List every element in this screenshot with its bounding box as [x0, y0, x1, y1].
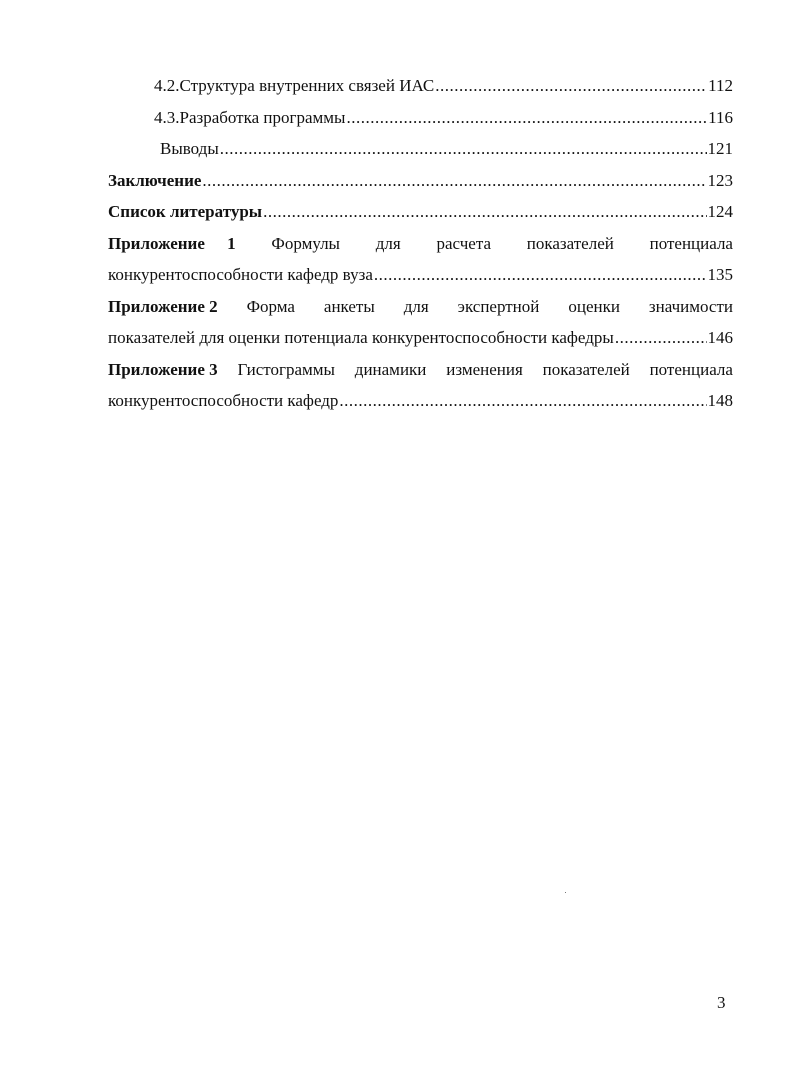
- toc-entry-first-line: [108, 291, 733, 323]
- toc-entry-page: 123: [707, 170, 733, 190]
- title-word: Гистограммы: [237, 359, 335, 379]
- title-word: показателей: [526, 233, 614, 253]
- title-word: динамики: [354, 359, 427, 379]
- table-of-contents: [108, 70, 733, 417]
- toc-entry-title: Разработка программы: [179, 107, 346, 127]
- toc-entry-appendix-1[interactable]: [108, 228, 733, 291]
- toc-entry-title-continued: конкурентоспособности кафедр: [108, 391, 339, 410]
- title-word: Формулы: [271, 233, 340, 253]
- toc-entry-page: 148: [707, 391, 733, 410]
- toc-entry-title-continued: показателей для оценки потенциала конкурентоспособности кафедры: [108, 328, 614, 347]
- title-word: изменения: [446, 359, 523, 379]
- toc-entry-second-line: [108, 259, 733, 291]
- dot-leader: [374, 259, 707, 291]
- title-word: потенциала: [649, 359, 733, 379]
- toc-entry-title: Список литературы: [108, 202, 263, 221]
- dot-leader: [435, 70, 707, 102]
- toc-entry-summary[interactable]: [108, 165, 733, 197]
- dot-leader: [339, 385, 706, 417]
- title-word: потенциала: [649, 233, 733, 253]
- title-word: показателей: [542, 359, 630, 379]
- toc-entry-second-line: [108, 385, 733, 417]
- title-word: анкеты: [323, 296, 375, 316]
- appendix-label: Приложение 3: [108, 359, 218, 379]
- title-word: оценки: [568, 296, 620, 316]
- toc-entry-references[interactable]: [108, 196, 733, 228]
- appendix-label: Приложение 1: [108, 233, 236, 253]
- title-word: значимости: [648, 296, 733, 316]
- toc-entry-page: 116: [708, 107, 733, 127]
- toc-entry-first-line: [108, 354, 733, 386]
- dot-leader: [202, 165, 706, 197]
- dot-leader: [220, 133, 707, 165]
- dot-leader: [615, 322, 707, 354]
- appendix-label: Приложение 2: [108, 296, 218, 316]
- scan-speck: [565, 892, 566, 893]
- title-word: для: [403, 296, 429, 316]
- title-word: экспертной: [457, 296, 540, 316]
- toc-entry-page: 121: [707, 139, 733, 158]
- title-word: Форма: [246, 296, 295, 316]
- toc-entry-appendix-3[interactable]: [108, 354, 733, 417]
- toc-entry-page: 112: [708, 76, 733, 95]
- toc-entry-title: Заключение: [108, 170, 202, 190]
- toc-entry-page: 146: [707, 328, 733, 347]
- toc-entry-number: 4.2.: [154, 76, 180, 95]
- toc-entry-second-line: [108, 322, 733, 354]
- toc-entry-page: 135: [707, 265, 733, 284]
- toc-entry-conclusions[interactable]: [108, 133, 733, 165]
- toc-entry-4-3[interactable]: [108, 102, 733, 134]
- toc-entry-page: 124: [707, 202, 733, 221]
- toc-entry-title: Выводы: [160, 139, 219, 158]
- page-number: 3: [717, 993, 726, 1012]
- toc-entry-4-2[interactable]: [108, 70, 733, 102]
- title-word: для: [375, 233, 401, 253]
- title-word: расчета: [436, 233, 491, 253]
- toc-entry-appendix-2[interactable]: [108, 291, 733, 354]
- toc-entry-number: 4.3.: [154, 107, 180, 127]
- toc-entry-title: Структура внутренних связей ИАС: [179, 76, 435, 95]
- toc-entry-title-continued: конкурентоспособности кафедр вуза: [108, 265, 373, 284]
- dot-leader: [263, 196, 706, 228]
- toc-entry-first-line: [108, 228, 733, 260]
- dot-leader: [346, 102, 707, 134]
